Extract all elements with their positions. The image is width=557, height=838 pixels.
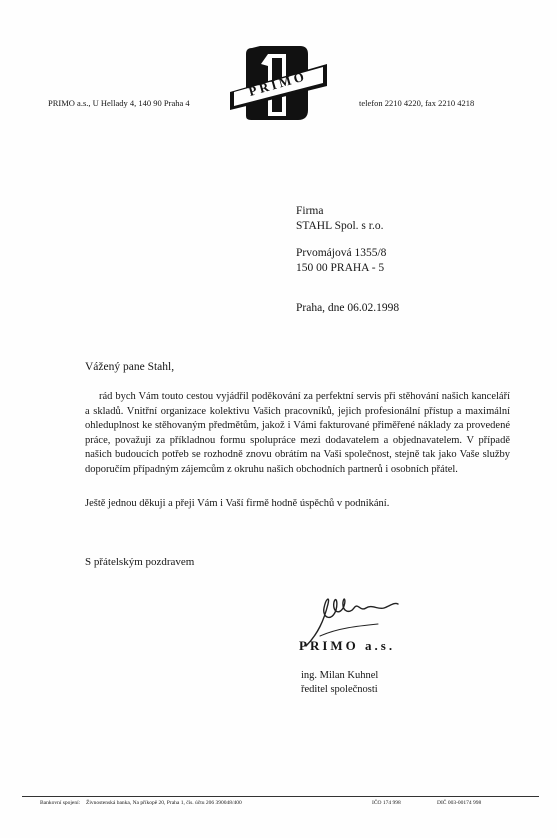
footer-dic: DIČ 003-00174 998 bbox=[437, 800, 482, 806]
primo-logo bbox=[228, 42, 328, 122]
body-paragraph-1: rád bych Vám touto cestou vyjádřil poděkování za perfektní servis při stěhování našich kanceláří a skladů. Vnitřní organizace kolektivu Vašich pracovníků, jejich profesionální přístup a maximální ohleduplnost ke stěhovaným předmětům, jakož i Vámi fakturované přiměřené náklady za provedené práce, považuji za příkladnou formu spolupráce mezi dodavatelem a objednavatelem. V případě našich budoucích potřeb se rozhodně znovu obrátím na Vaši společnost, stejně tak jako Vaše služby doporučím případným zájemcům z okruhu našich obchodních partnerů i osobních přátel. bbox=[85, 391, 510, 475]
company-address: PRIMO a.s., U Hellady 4, 140 90 Praha 4 bbox=[48, 98, 190, 108]
footer-ico: IČO 174 998 bbox=[372, 800, 401, 806]
footer-divider bbox=[22, 796, 539, 797]
salutation: Vážený pane Stahl, bbox=[85, 361, 175, 373]
letter-date: Praha, dne 06.02.1998 bbox=[296, 302, 400, 314]
signature-company: PRIMO a.s. bbox=[299, 638, 396, 653]
closing-line: S přátelským pozdravem bbox=[85, 556, 195, 568]
body-paragraph-2: Ještě jednou děkuji a přeji Vám i Vaší firmě hodně úspěchů v podnikání. bbox=[85, 498, 390, 509]
recipient-line-3: Prvomájová 1355/8 bbox=[296, 247, 387, 259]
footer-bank-label: Bankovní spojení: bbox=[40, 800, 81, 806]
recipient-line-2: STAHL Spol. s r.o. bbox=[296, 220, 384, 232]
footer-bank: Živnostenská banka, Na příkopě 20, Praha 1, čís. účtu 206 390048/400 bbox=[86, 800, 242, 806]
company-contact: telefon 2210 4220, fax 2210 4218 bbox=[359, 98, 475, 108]
recipient-line-1: Firma bbox=[296, 205, 324, 217]
signer-name: ing. Milan Kuhnel bbox=[301, 670, 379, 681]
recipient-line-4: 150 00 PRAHA - 5 bbox=[296, 262, 385, 274]
logo-text: PRIMO bbox=[246, 68, 309, 100]
signer-title: ředitel společnosti bbox=[301, 684, 378, 695]
